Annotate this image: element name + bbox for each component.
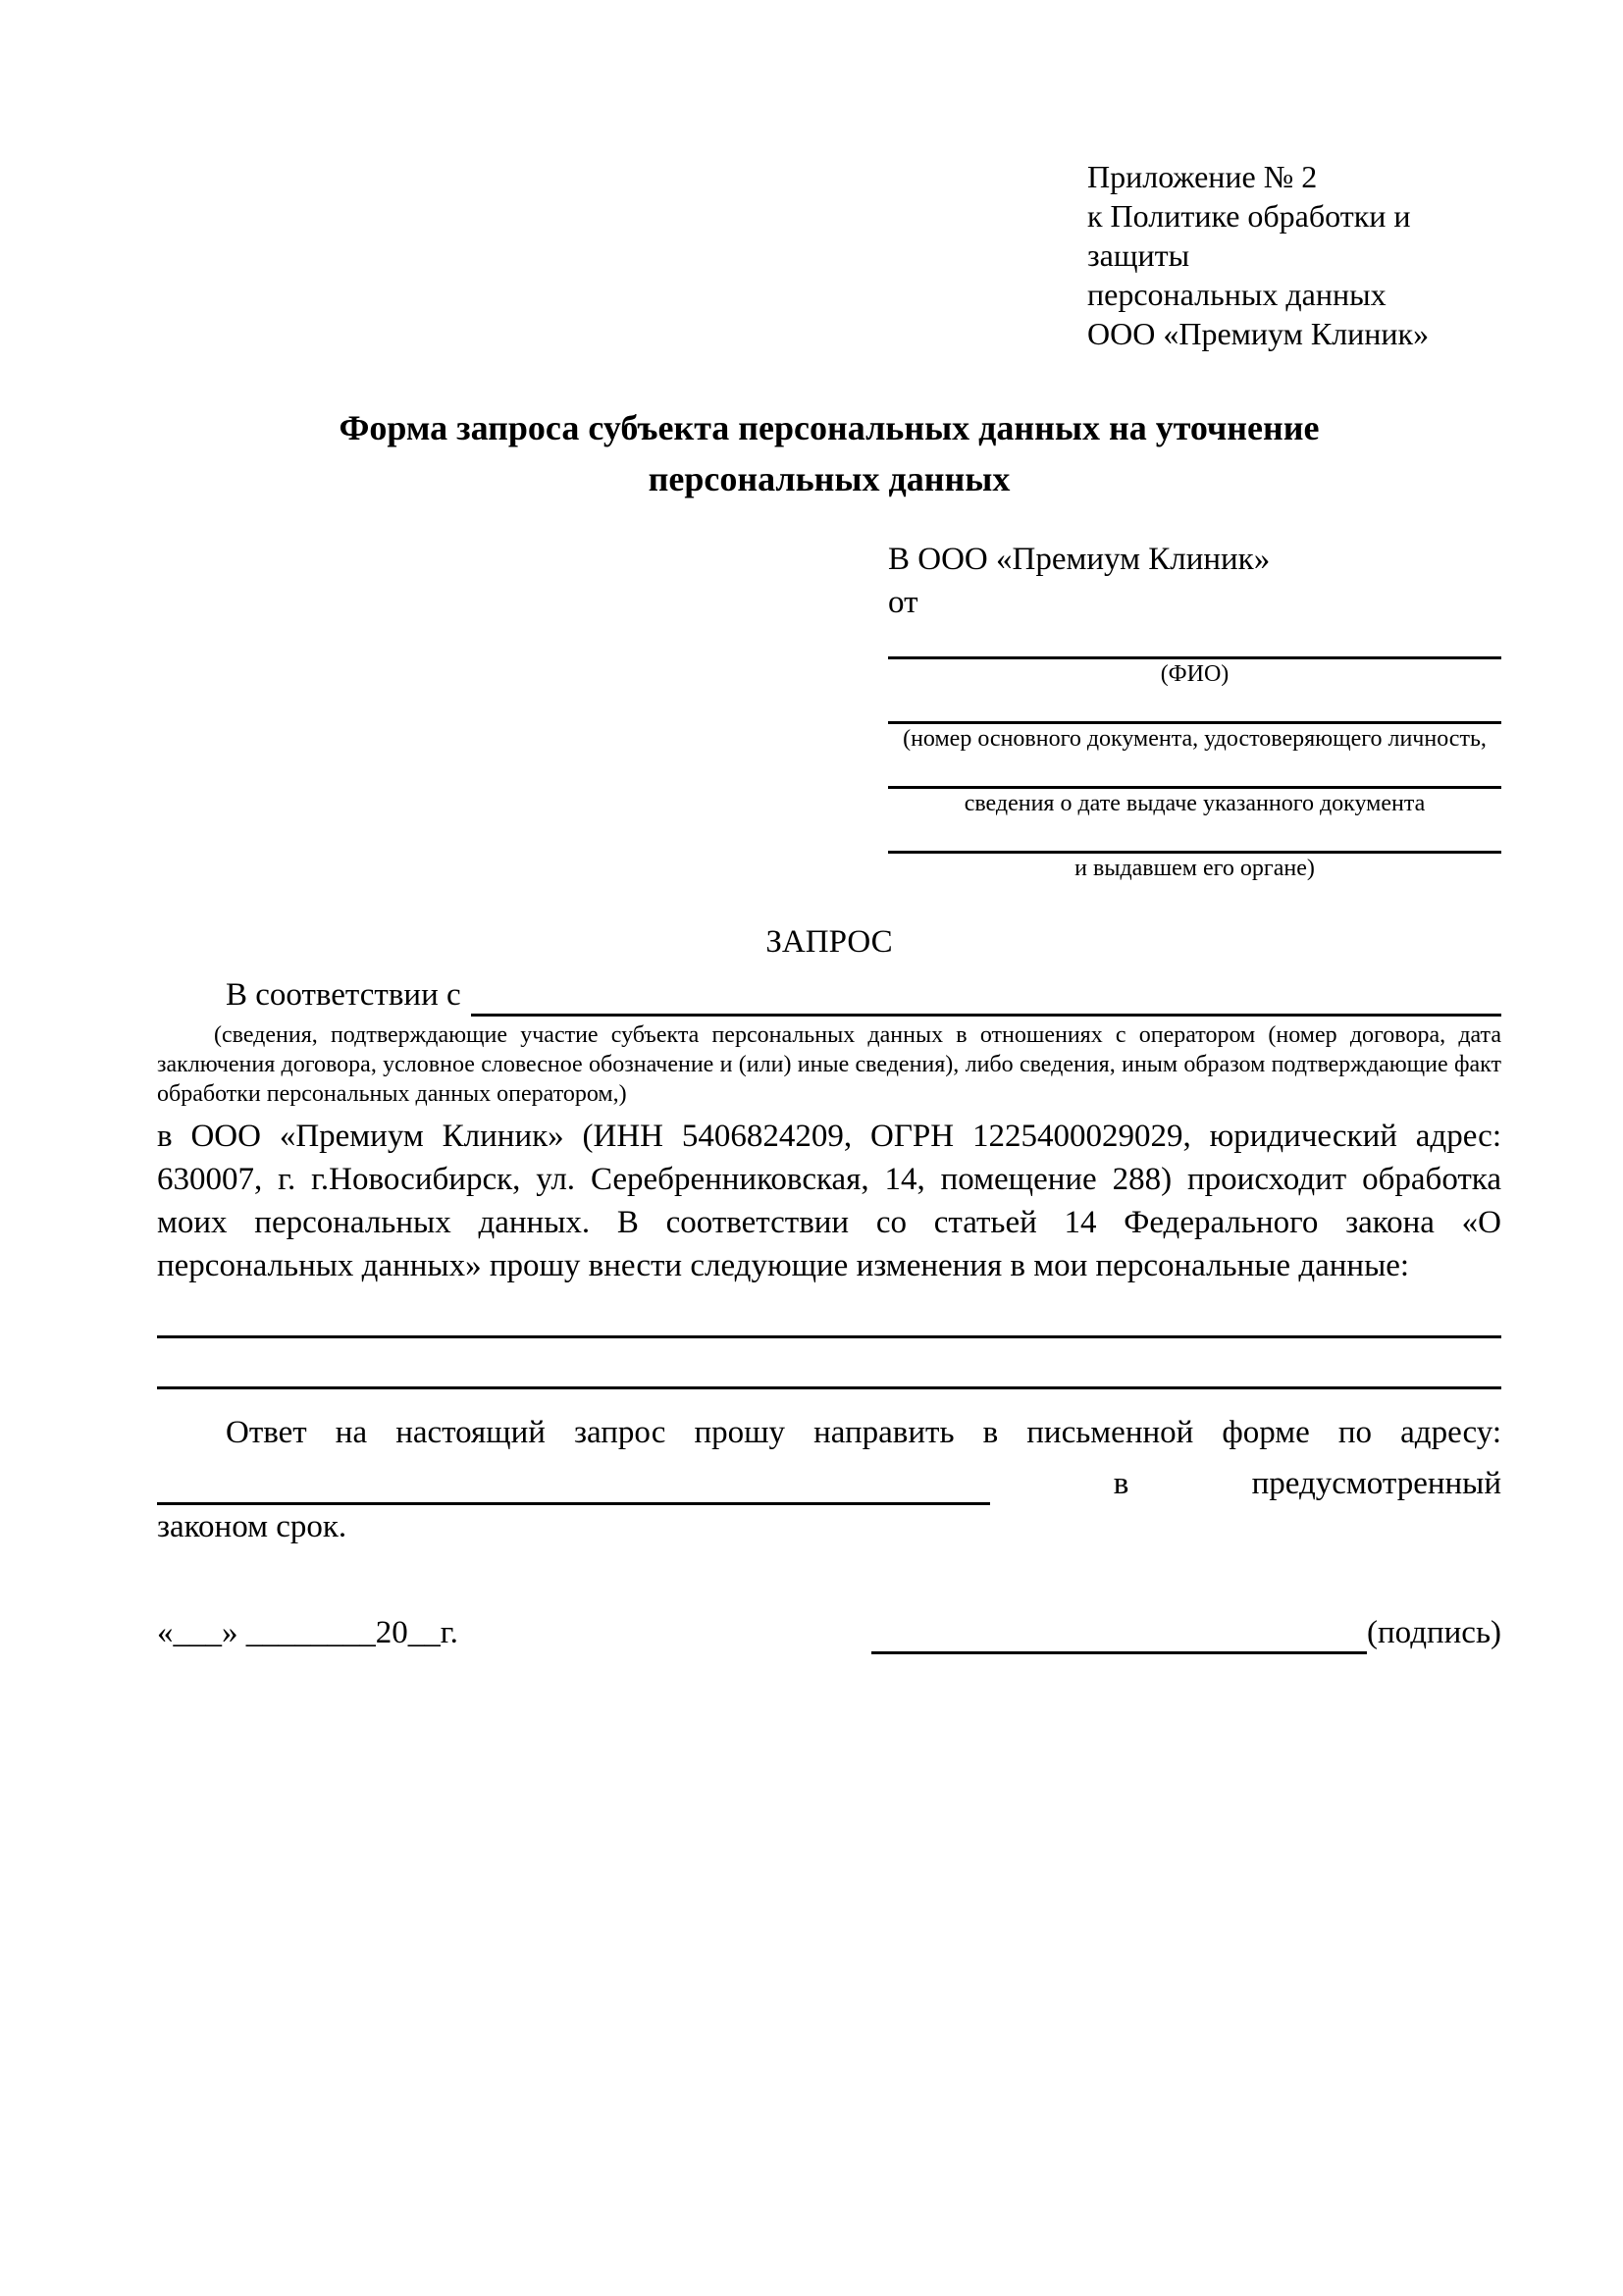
appendix-block — [1087, 157, 1501, 353]
appendix-line: Приложение № 2 — [1087, 159, 1318, 194]
form-field-line — [888, 689, 1501, 724]
reply-address-row — [157, 1454, 1501, 1505]
blank-line — [157, 1338, 1501, 1389]
appendix-line: ООО «Премиум Клиник» — [1087, 316, 1430, 351]
form-title: Форма запроса субъекта персональных данных на уточнение персональных данных — [339, 408, 1320, 498]
addressee-from-label: от — [888, 585, 918, 620]
form-field-caption: (номер основного документа, удостоверяющего личность, — [903, 726, 1487, 752]
appendix-line: к Политике обработки и защиты — [1087, 198, 1411, 273]
form-field-line — [888, 754, 1501, 789]
reply-tail: законом срок. — [157, 1509, 347, 1544]
addressee-block — [888, 538, 1501, 883]
blank-line — [157, 1287, 1501, 1338]
form-field-issue-date — [888, 754, 1501, 818]
signature-block — [871, 1611, 1501, 1654]
reply-paragraph: Ответ на настоящий запрос прошу направить в письменной форме по адресу: — [226, 1415, 1501, 1450]
form-field-document-number — [888, 689, 1501, 754]
request-note: (сведения, подтверждающие участие субъекта персональных данных в отношениях с оператором (номер договора, дата заключения договора, условное словесное обозначение и (или) иные сведения), либо сведения, иным образом подтверждающие факт обработки персональных данных оператором,) — [157, 1022, 1501, 1107]
form-field-line — [888, 818, 1501, 854]
appendix-line: персональных данных — [1087, 277, 1387, 312]
request-intro-blank-line — [471, 979, 1501, 1017]
request-intro-text: В соответствии с — [226, 977, 461, 1013]
request-heading: ЗАПРОС — [765, 924, 893, 960]
form-field-line — [888, 624, 1501, 659]
request-intro-row — [157, 973, 1501, 1017]
form-field-issuing-authority — [888, 818, 1501, 883]
date-line: «___» ________20__г. — [157, 1615, 458, 1650]
form-field-caption: сведения о дате выдаче указанного документа — [964, 791, 1426, 816]
addressee-to: В ООО «Премиум Клиник» — [888, 542, 1271, 577]
signature-line — [871, 1621, 1367, 1654]
signature-label: (подпись) — [1367, 1615, 1501, 1650]
request-body-paragraph: в ООО «Премиум Клиник» (ИНН 5406824209, ОГРН 1225400029029, юридический адрес: 630007, г. г.Новосибирск, ул. Серебренниковская, 14, помещение 288) происходит обработка моих персональных данных. В соответствии со статьей 14 Федерального закона «О персональных данных» прошу внести следующие изменения в мои персональные данные: — [157, 1119, 1501, 1283]
reply-word: предусмотренный — [1251, 1466, 1501, 1501]
form-field-caption: (ФИО) — [1160, 661, 1230, 687]
form-field-caption: и выдавшем его органе) — [1074, 856, 1315, 881]
reply-address-blank-line — [157, 1466, 990, 1505]
form-field-fio — [888, 624, 1501, 689]
footer-row — [157, 1611, 1501, 1654]
reply-word: в — [1113, 1466, 1129, 1501]
